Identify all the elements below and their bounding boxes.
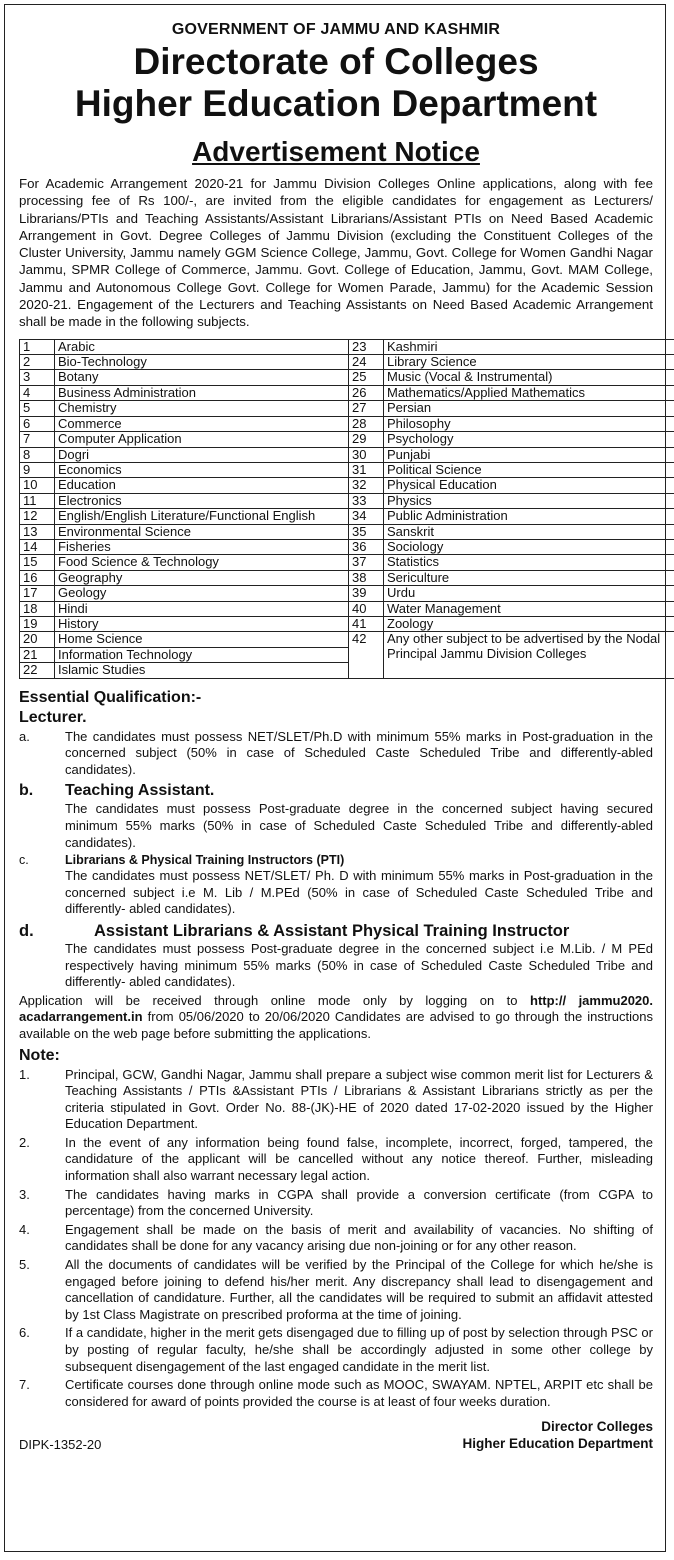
subject-name: Physics: [384, 493, 674, 508]
government-heading: GOVERNMENT OF JAMMU AND KASHMIR: [171, 21, 501, 38]
subject-name: Computer Application: [55, 432, 349, 447]
note-text: If a candidate, higher in the merit gets disengaged due to filling up of post by selection through PSC or by posting of regular faculty, he/she shall be accordingly adjusted in some other college by subsequent disengagement of the last engaged candidate in the merit list.: [65, 1325, 653, 1374]
subject-number: 32: [349, 478, 384, 493]
subject-number: 33: [349, 493, 384, 508]
subject-number: 11: [20, 493, 55, 508]
notes-list: [19, 1067, 653, 1411]
table-row: [20, 478, 674, 493]
subject-name: Electronics: [55, 493, 349, 508]
list-item: [19, 1257, 653, 1323]
subject-number: 37: [349, 555, 384, 570]
subject-name: Commerce: [55, 416, 349, 431]
subject-number: 21: [20, 647, 55, 662]
subject-number: 14: [20, 539, 55, 554]
table-row: [20, 586, 674, 601]
subject-name: Dogri: [55, 447, 349, 462]
subject-name: Sericulture: [384, 570, 674, 585]
subject-number: 36: [349, 539, 384, 554]
application-url: http:// jammu2020. acadarrangement.in: [19, 992, 653, 1025]
subject-name: History: [55, 616, 349, 631]
subject-number: 29: [349, 432, 384, 447]
subject-name: Persian: [384, 401, 674, 416]
subject-name: Public Administration: [384, 509, 674, 524]
item-marker: 4.: [19, 1221, 30, 1237]
advertisement-title: Advertisement Notice: [192, 136, 480, 167]
subject-number: 31: [349, 462, 384, 477]
subject-number: 23: [349, 339, 384, 354]
item-marker: c.: [19, 853, 29, 868]
application-text-after: from 05/06/2020 to 20/06/2020 Candidates are advised to go through the instructions available on the web page before submitting the applications.: [19, 1009, 653, 1041]
assistant-librarians-title: Assistant Librarians & Assistant Physical Training Instructor: [94, 921, 570, 940]
table-row: [20, 509, 674, 524]
subject-name: English/English Literature/Functional English: [55, 509, 349, 524]
table-row: [20, 339, 674, 354]
table-row: [20, 632, 674, 647]
subject-name: Information Technology: [55, 647, 349, 662]
subject-number: 25: [349, 370, 384, 385]
subject-name: Water Management: [384, 601, 674, 616]
table-row: [20, 493, 674, 508]
subject-name: Sociology: [384, 539, 674, 554]
librarians-title: Librarians & Physical Training Instructors (PTI): [65, 853, 345, 868]
teaching-assistant-heading: [19, 781, 653, 801]
librarians-heading: [19, 852, 653, 868]
subject-number: 41: [349, 616, 384, 631]
subject-number: 3: [20, 370, 55, 385]
table-row: [20, 447, 674, 462]
subject-number: 6: [20, 416, 55, 431]
subject-name: Education: [55, 478, 349, 493]
subject-name: Bio-Technology: [55, 355, 349, 370]
subject-name: Kashmiri: [384, 339, 674, 354]
lecturer-heading: Lecturer.: [19, 708, 87, 726]
item-marker: d.: [19, 921, 34, 940]
signatory-line1: Director Colleges: [541, 1419, 653, 1435]
subject-name: Geology: [55, 586, 349, 601]
subject-name: Urdu: [384, 586, 674, 601]
subject-name: Food Science & Technology: [55, 555, 349, 570]
footer: [19, 1418, 653, 1452]
subject-number: 13: [20, 524, 55, 539]
subject-name: Political Science: [384, 462, 674, 477]
subject-number: 19: [20, 616, 55, 631]
table-row: [20, 432, 674, 447]
subject-name: Chemistry: [55, 401, 349, 416]
note-text: Principal, GCW, Gandhi Nagar, Jammu shall prepare a subject wise common merit list for Lecturers & Teaching Assistants / PTIs &Assistant PTIs / Librarians & Assistant Librarians strictly as per the criteria stipulated in Govt. Order No. 88-(JK)-HE of 2020 dated 17-02-2020 issued by the Higher Education Department.: [65, 1066, 653, 1132]
subject-number: 30: [349, 447, 384, 462]
subject-name: Statistics: [384, 555, 674, 570]
item-marker: 2.: [19, 1134, 30, 1150]
note-text: In the event of any information being found false, incomplete, incorrect, forged, tampered, the candidature of the applicant will be cancelled without any notice thereof. Further, misleading information shall also warrant necessary legal action.: [65, 1134, 653, 1184]
qualification-heading: Essential Qualification:-: [19, 688, 202, 706]
qualification-b-text: The candidates must possess Post-graduate degree in the concerned subject having secured minimum 55% marks (50% in case of Scheduled Caste Scheduled Tribe and differently-abled candidates).: [65, 801, 653, 850]
subject-name: Philosophy: [384, 416, 674, 431]
list-item: [19, 1222, 653, 1255]
item-marker: 3.: [19, 1186, 30, 1202]
subject-name: Sanskrit: [384, 524, 674, 539]
subject-name: Fisheries: [55, 539, 349, 554]
notice-page: [4, 4, 666, 1552]
subject-number: 42: [349, 632, 384, 678]
list-item: [19, 1325, 653, 1375]
qualification-c-text: The candidates must possess NET/SLET/ Ph. D with minimum 55% marks in Post-graduation in the concerned subject i.e M. Lib / M.PEd (50% in case of Scheduled Caste Scheduled Tribe and differently- abled candidates).: [65, 868, 653, 917]
table-row: [20, 524, 674, 539]
table-row: [20, 539, 674, 554]
subjects-table: [19, 339, 674, 679]
item-marker: 7.: [19, 1377, 30, 1393]
subject-number: 9: [20, 462, 55, 477]
signatory-line2: Higher Education Department: [462, 1436, 653, 1452]
table-row: [20, 462, 674, 477]
subject-name: Islamic Studies: [55, 663, 349, 678]
item-marker: b.: [19, 782, 34, 800]
subject-number: 8: [20, 447, 55, 462]
reference-number: DIPK-1352-20: [19, 1437, 102, 1453]
assistant-librarians-heading: [19, 921, 653, 941]
intro-paragraph: For Academic Arrangement 2020-21 for Jammu Division Colleges Online applications, along with fee processing fee of Rs 100/-, are invited from the eligible candidates for engagement as Lecturers/ Librarians/PTIs and Teaching Assistants/Assistant Librarians/Assistant PTIs on Need Based Academic Arrangement in Govt. Degree Colleges of Jammu Division (excluding the Constituent Colleges of the Cluster University, Jammu namely GGM Science College, Jammu, Govt. College for Women Gandhi Nagar Jammu, SPMR College of Commerce, Jammu. Govt. College of Education, Jammu, Govt. MAM College, Jammu and Autonomous College Govt. College for Women Parade, Jammu) for the Academic Session 2020-21. Engagement of the Lecturers and Teaching Assistants on Need Based Academic Arrangement shall be made in the following subjects.: [19, 176, 653, 330]
signatory: [19, 1418, 653, 1452]
list-item: [19, 1187, 653, 1220]
application-text-before: Application will be received through online mode only by logging on to: [19, 992, 530, 1008]
subject-number: 7: [20, 432, 55, 447]
directorate-title: Directorate of Colleges: [133, 41, 539, 82]
teaching-assistant-title: Teaching Assistant.: [65, 782, 215, 800]
subject-number: 12: [20, 509, 55, 524]
subject-number: 4: [20, 385, 55, 400]
subject-name: Environmental Science: [55, 524, 349, 539]
subject-name: Psychology: [384, 432, 674, 447]
table-row: [20, 616, 674, 631]
table-row: [20, 601, 674, 616]
subject-number: 22: [20, 663, 55, 678]
item-marker: a.: [19, 728, 30, 744]
table-row: [20, 416, 674, 431]
subject-number: 38: [349, 570, 384, 585]
list-item: [19, 1135, 653, 1185]
subject-number: 27: [349, 401, 384, 416]
subject-name: Punjabi: [384, 447, 674, 462]
item-marker: 5.: [19, 1257, 30, 1273]
table-row: [20, 385, 674, 400]
subject-name: Zoology: [384, 616, 674, 631]
list-item: [19, 1377, 653, 1410]
table-row: [20, 370, 674, 385]
subject-number: 34: [349, 509, 384, 524]
subject-number: 18: [20, 601, 55, 616]
subject-number: 17: [20, 586, 55, 601]
note-text: All the documents of candidates will be verified by the Principal of the College for which he/she is engaged before joining to defend his/her merit. Any discrepancy shall lead to disengagement and cancellation of candidature. Further, all the candidates will be required to submit an affidavit attested by 1st Class Magistrate on prescribed proforma at the time of joining.: [65, 1257, 653, 1322]
subject-name: Hindi: [55, 601, 349, 616]
subject-name: Physical Education: [384, 478, 674, 493]
subject-number: 39: [349, 586, 384, 601]
subject-name: Arabic: [55, 339, 349, 354]
application-paragraph: [19, 993, 653, 1043]
note-heading: Note:: [19, 1046, 60, 1064]
subject-name: Economics: [55, 462, 349, 477]
note-text: The candidates having marks in CGPA shall provide a conversion certificate (from CGPA to percentage) from the concerned University.: [65, 1186, 653, 1219]
subject-number: 24: [349, 355, 384, 370]
note-text: Certificate courses done through online mode such as MOOC, SWAYAM. NPTEL, ARPIT etc shall be considered for award of points provided the course is at least of four weeks duration.: [65, 1377, 653, 1409]
department-title: Higher Education Department: [74, 83, 598, 124]
subject-number: 40: [349, 601, 384, 616]
notice-content: [19, 5, 661, 1453]
subject-number: 1: [20, 339, 55, 354]
list-item: [19, 1067, 653, 1133]
subject-number: 20: [20, 632, 55, 647]
qualification-d-text: The candidates must possess Post-graduate degree in the concerned subject i.e M.Lib. / M PEd respectively having minimum 55% marks (50% in case of Scheduled Caste Scheduled Tribe and differently- abled candidates).: [65, 940, 653, 990]
subject-number: 2: [20, 355, 55, 370]
qualification-a: [19, 729, 653, 779]
subject-number: 5: [20, 401, 55, 416]
subject-name: Any other subject to be advertised by the Nodal Principal Jammu Division Colleges: [384, 632, 674, 678]
item-marker: 1.: [19, 1066, 30, 1082]
qualification-a-text: The candidates must possess NET/SLET/Ph.D with minimum 55% marks in Post-graduation in the concerned subject (50% in case of Scheduled Caste Scheduled Tribe and differently-abled candidates).: [65, 728, 653, 777]
subject-name: Geography: [55, 570, 349, 585]
subject-number: 15: [20, 555, 55, 570]
table-row: [20, 355, 674, 370]
table-row: [20, 555, 674, 570]
subject-name: Business Administration: [55, 385, 349, 400]
subject-number: 10: [20, 478, 55, 493]
subject-name: Home Science: [55, 632, 349, 647]
subject-number: 16: [20, 570, 55, 585]
subject-number: 28: [349, 416, 384, 431]
subject-name: Library Science: [384, 355, 674, 370]
note-text: Engagement shall be made on the basis of merit and availability of vacancies. No shifting of candidates shall be done for any vacancy arising due non-joining or for any other reason.: [65, 1221, 653, 1254]
subject-number: 35: [349, 524, 384, 539]
table-row: [20, 401, 674, 416]
item-marker: 6.: [19, 1325, 30, 1341]
subject-number: 26: [349, 385, 384, 400]
table-row: [20, 570, 674, 585]
subject-name: Mathematics/Applied Mathematics: [384, 385, 674, 400]
subject-name: Botany: [55, 370, 349, 385]
subject-name: Music (Vocal & Instrumental): [384, 370, 674, 385]
